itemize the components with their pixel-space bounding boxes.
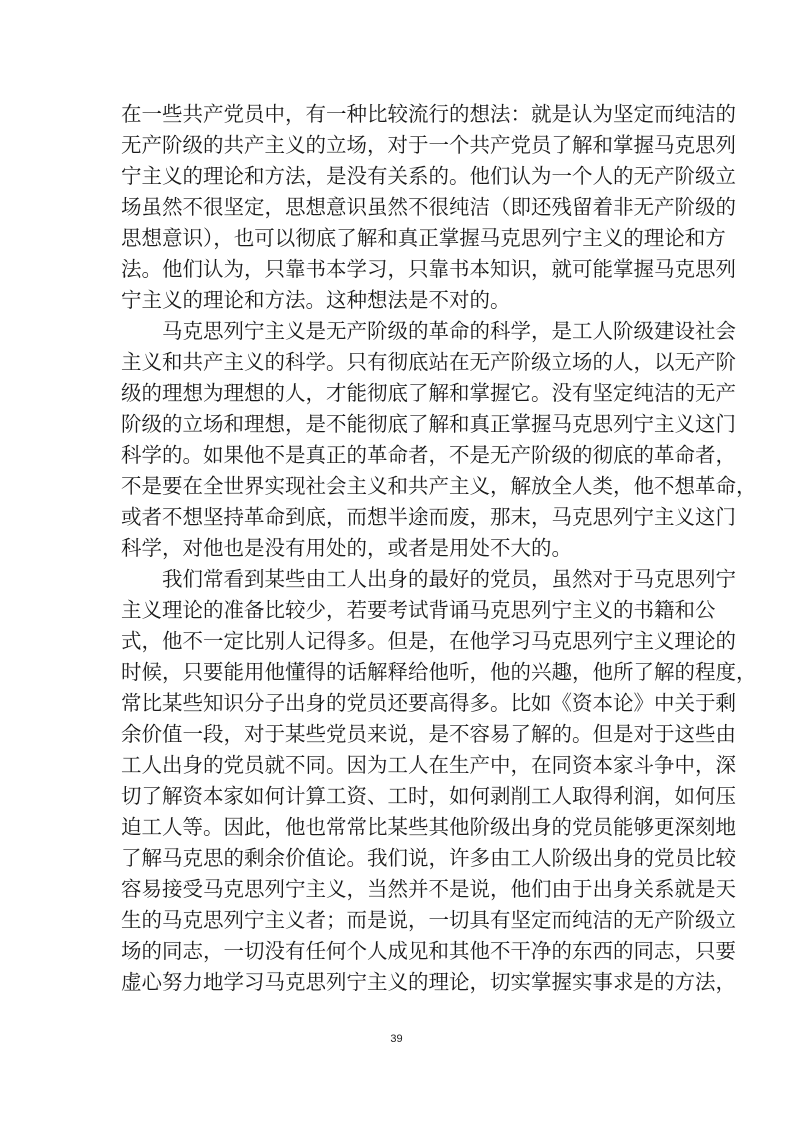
text-line: 生的马克思列宁主义者；而是说，一切具有坚定而纯洁的无产阶级立	[121, 908, 736, 932]
text-line: 场虽然不很坚定，思想意识虽然不很纯洁（即还残留着非无产阶级的	[121, 195, 736, 219]
text-line: 虚心努力地学习马克思列宁主义的理论，切实掌握实事求是的方法，	[121, 970, 736, 994]
text-line: 了解马克思的剩余价值论。我们说，许多由工人阶级出身的党员比较	[121, 846, 736, 870]
text-line: 无产阶级的共产主义的立场，对于一个共产党员了解和掌握马克思列	[121, 133, 736, 157]
body-text	[121, 99, 757, 998]
text-line: 工人出身的党员就不同。因为工人在生产中，在同资本家斗争中，深	[121, 753, 736, 777]
text-line: 常比某些知识分子出身的党员还要高得多。比如《资本论》中关于剩	[121, 691, 736, 715]
text-line: 科学的。如果他不是真正的革命者，不是无产阶级的彻底的革命者，	[121, 443, 736, 467]
text-line: 主义理论的准备比较少，若要考试背诵马克思列宁主义的书籍和公	[121, 598, 716, 622]
text-line: 级的理想为理想的人，才能彻底了解和掌握它。没有坚定纯洁的无产	[121, 381, 736, 405]
text-line: 不是要在全世界实现社会主义和共产主义，解放全人类，他不想革命，	[121, 474, 757, 498]
text-line: 式，他不一定比别人记得多。但是，在他学习马克思列宁主义理论的	[121, 629, 736, 653]
text-line: 在一些共产党员中，有一种比较流行的想法：就是认为坚定而纯洁的	[121, 102, 736, 126]
text-line: 切了解资本家如何计算工资、工时，如何剥削工人取得利润，如何压	[121, 784, 736, 808]
text-line: 马克思列宁主义是无产阶级的革命的科学，是工人阶级建设社会	[162, 319, 736, 343]
text-line: 场的同志，一切没有任何个人成见和其他不干净的东西的同志，只要	[121, 939, 736, 963]
text-line: 我们常看到某些由工人出身的最好的党员，虽然对于马克思列宁	[162, 567, 736, 591]
text-line: 或者不想坚持革命到底，而想半途而废，那末，马克思列宁主义这门	[121, 505, 736, 529]
text-line: 宁主义的理论和方法，是没有关系的。他们认为一个人的无产阶级立	[121, 164, 736, 188]
page-number: 39	[390, 1033, 403, 1045]
text-line: 主义和共产主义的科学。只有彻底站在无产阶级立场的人，以无产阶	[121, 350, 736, 374]
text-line: 迫工人等。因此，他也常常比某些其他阶级出身的党员能够更深刻地	[121, 815, 736, 839]
text-line: 余价值一段，对于某些党员来说，是不容易了解的。但是对于这些由	[121, 722, 736, 746]
text-line: 思想意识），也可以彻底了解和真正掌握马克思列宁主义的理论和方	[121, 226, 726, 250]
text-line: 宁主义的理论和方法。这种想法是不对的。	[121, 288, 511, 312]
text-line: 容易接受马克思列宁主义，当然并不是说，他们由于出身关系就是天	[121, 877, 736, 901]
text-line: 阶级的立场和理想，是不能彻底了解和真正掌握马克思列宁主义这门	[121, 412, 736, 436]
text-line: 科学，对他也是没有用处的，或者是用处不大的。	[121, 536, 572, 560]
text-line: 法。他们认为，只靠书本学习，只靠书本知识，就可能掌握马克思列	[121, 257, 736, 281]
text-line: 时候，只要能用他懂得的话解释给他听，他的兴趣，他所了解的程度，	[121, 660, 757, 684]
